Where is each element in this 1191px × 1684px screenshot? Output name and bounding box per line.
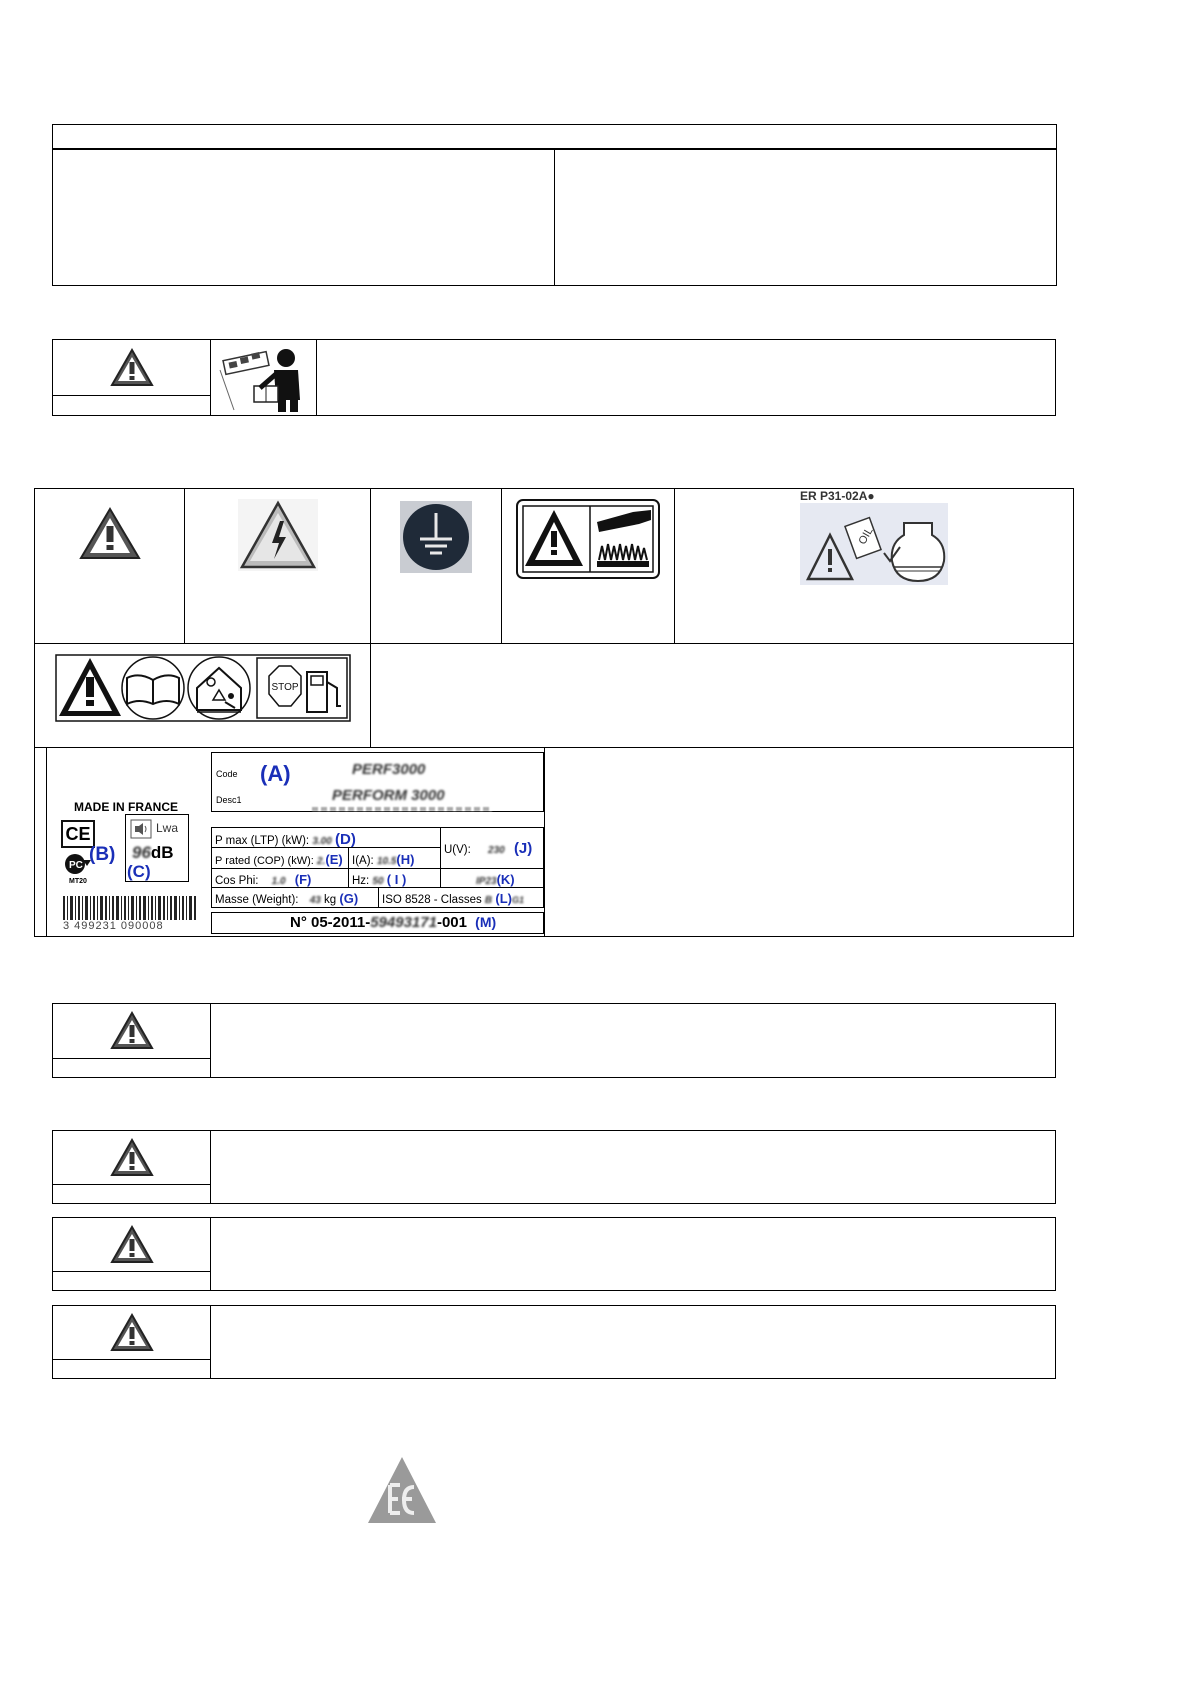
serial-row bbox=[290, 914, 496, 931]
ip-row bbox=[476, 872, 515, 887]
spec-vline-2 bbox=[440, 828, 441, 888]
uv-value: 230 bbox=[488, 845, 505, 856]
pictogram-code: ER P31-02A● bbox=[800, 489, 875, 503]
warning-label-cell bbox=[53, 1359, 211, 1378]
plate-desc-cell bbox=[545, 748, 1073, 936]
marker-i: ( I ) bbox=[386, 872, 407, 887]
marker-h: (H) bbox=[396, 852, 415, 867]
marker-m: (M) bbox=[475, 914, 497, 930]
combined-safety-label-icon bbox=[55, 654, 351, 722]
ia-value: 10.5 bbox=[376, 856, 397, 867]
marker-c: (C) bbox=[127, 862, 151, 881]
hz-label: Hz: bbox=[352, 875, 370, 887]
lwa-value: 96 bbox=[132, 843, 151, 862]
pmax-row bbox=[215, 831, 356, 848]
cosphi-row bbox=[215, 872, 311, 887]
iso-value: B bbox=[484, 895, 493, 906]
warning-triangle-icon bbox=[110, 348, 154, 388]
hot-surface-warning-icon bbox=[515, 498, 661, 580]
svg-text:OIL: OIL bbox=[856, 525, 876, 547]
warning-label-cell bbox=[53, 395, 211, 415]
plate-margin-cell bbox=[35, 748, 47, 936]
marker-l: (L) bbox=[495, 891, 512, 906]
marker-g: (G) bbox=[339, 891, 359, 906]
desc-value: PERFORM 3000 bbox=[332, 787, 445, 804]
desc-fine-print bbox=[312, 807, 492, 811]
serial-suffix: -001 bbox=[436, 914, 467, 931]
marker-k: (K) bbox=[496, 872, 515, 887]
picto-hot-surface-cell bbox=[502, 489, 675, 644]
picto-general-warning-cell bbox=[35, 489, 185, 644]
mass-row bbox=[215, 891, 358, 906]
cosphi-value: 1.0 bbox=[271, 876, 286, 887]
mt20-label: MT20 bbox=[69, 878, 87, 885]
plate-spec-box bbox=[211, 827, 544, 908]
warning-label-cell bbox=[53, 1271, 211, 1290]
warning-table-5 bbox=[52, 1305, 1056, 1379]
warning-triangle-icon bbox=[110, 1011, 154, 1051]
warning-triangle-icon bbox=[110, 1225, 154, 1265]
lwa-label: Lwa bbox=[156, 821, 179, 835]
picto-oil-cell bbox=[675, 489, 1073, 644]
ce-mark-text: CE bbox=[65, 823, 91, 844]
ia-label: I(A): bbox=[352, 855, 374, 867]
top-table-header-row bbox=[53, 125, 1056, 150]
code-value: PERF3000 bbox=[352, 761, 426, 778]
marker-j: (J) bbox=[513, 840, 533, 857]
stop-text: STOP bbox=[270, 682, 299, 693]
top-table-divider bbox=[554, 150, 555, 285]
warning-triangle-icon bbox=[110, 1138, 154, 1178]
cosphi-label: Cos Phi: bbox=[215, 875, 259, 887]
pmax-label: P max (LTP) (kW): bbox=[215, 835, 310, 847]
rating-plate bbox=[47, 748, 545, 936]
mass-value: 43 bbox=[309, 895, 321, 906]
warning-triangle-icon bbox=[79, 507, 141, 561]
prated-label: P rated (COP) (kW): bbox=[215, 855, 314, 867]
oil-level-check-icon bbox=[800, 503, 948, 585]
plate-code-box bbox=[211, 752, 544, 812]
hz-row bbox=[352, 872, 406, 887]
code-marker: (A) bbox=[260, 761, 291, 786]
uv-label: U(V): bbox=[444, 844, 471, 856]
spec-vline-1 bbox=[348, 848, 349, 888]
svg-text:PC: PC bbox=[69, 860, 83, 871]
mass-unit: kg bbox=[324, 894, 337, 906]
iso-suffix: G1 bbox=[511, 895, 524, 905]
plate-made-in: MADE IN FRANCE bbox=[74, 800, 178, 814]
ground-earth-icon bbox=[400, 501, 472, 573]
marker-f: (F) bbox=[294, 872, 312, 887]
plate-serial-box bbox=[211, 912, 544, 934]
uv-row bbox=[444, 840, 532, 857]
warning-icon-cell bbox=[53, 1004, 211, 1058]
desc-label: Desc1 bbox=[216, 795, 242, 805]
pictogram-table bbox=[34, 488, 1074, 937]
iso-row bbox=[382, 891, 524, 906]
warning-icon-cell bbox=[53, 1131, 211, 1184]
picto-ground-cell bbox=[371, 489, 502, 644]
person-reading-manual-icon bbox=[216, 342, 312, 414]
marker-b: (B) bbox=[89, 844, 116, 865]
warning-icon-cell bbox=[53, 340, 211, 395]
pmax-value: 3.00 bbox=[312, 836, 332, 847]
ia-row bbox=[352, 852, 414, 867]
picto-combined-desc-cell bbox=[371, 644, 1073, 748]
warning-triangle-icon bbox=[110, 1313, 154, 1353]
warning-icon-cell bbox=[53, 1218, 211, 1271]
hz-value: 50 bbox=[372, 876, 384, 887]
barcode-number: 3 499231 090008 bbox=[63, 920, 164, 932]
serial-prefix: N° 05-2011- bbox=[290, 914, 371, 931]
sound-level-icon bbox=[130, 819, 152, 839]
picto-electric-cell bbox=[185, 489, 371, 644]
picto-combined-cell bbox=[35, 644, 371, 748]
warning-label-cell bbox=[53, 1184, 211, 1203]
iso-label: ISO 8528 - Classes bbox=[382, 894, 482, 906]
lwa-unit: dB bbox=[150, 843, 174, 862]
person-icon-cell bbox=[211, 340, 317, 415]
eac-conformity-mark-icon bbox=[366, 1455, 438, 1527]
warning-table-3 bbox=[52, 1130, 1056, 1204]
top-table bbox=[52, 124, 1057, 286]
marker-e: (E) bbox=[325, 852, 343, 867]
warning-label-cell bbox=[53, 1058, 211, 1077]
marker-d: (D) bbox=[335, 831, 356, 848]
warning-icon-cell bbox=[53, 1306, 211, 1359]
electric-shock-warning-icon bbox=[238, 499, 318, 571]
prated-row bbox=[215, 852, 343, 867]
warning-table-1 bbox=[52, 339, 1056, 416]
prated-value: 2. bbox=[317, 856, 326, 867]
warning-table-4 bbox=[52, 1217, 1056, 1291]
ip-value: IP23 bbox=[476, 876, 497, 887]
warning-table-2 bbox=[52, 1003, 1056, 1078]
mass-label: Masse (Weight): bbox=[215, 894, 299, 906]
code-label: Code bbox=[216, 769, 238, 779]
lwa-row bbox=[132, 843, 174, 863]
serial-middle: 59493171 bbox=[370, 914, 437, 931]
spec-vline-3 bbox=[378, 888, 379, 908]
